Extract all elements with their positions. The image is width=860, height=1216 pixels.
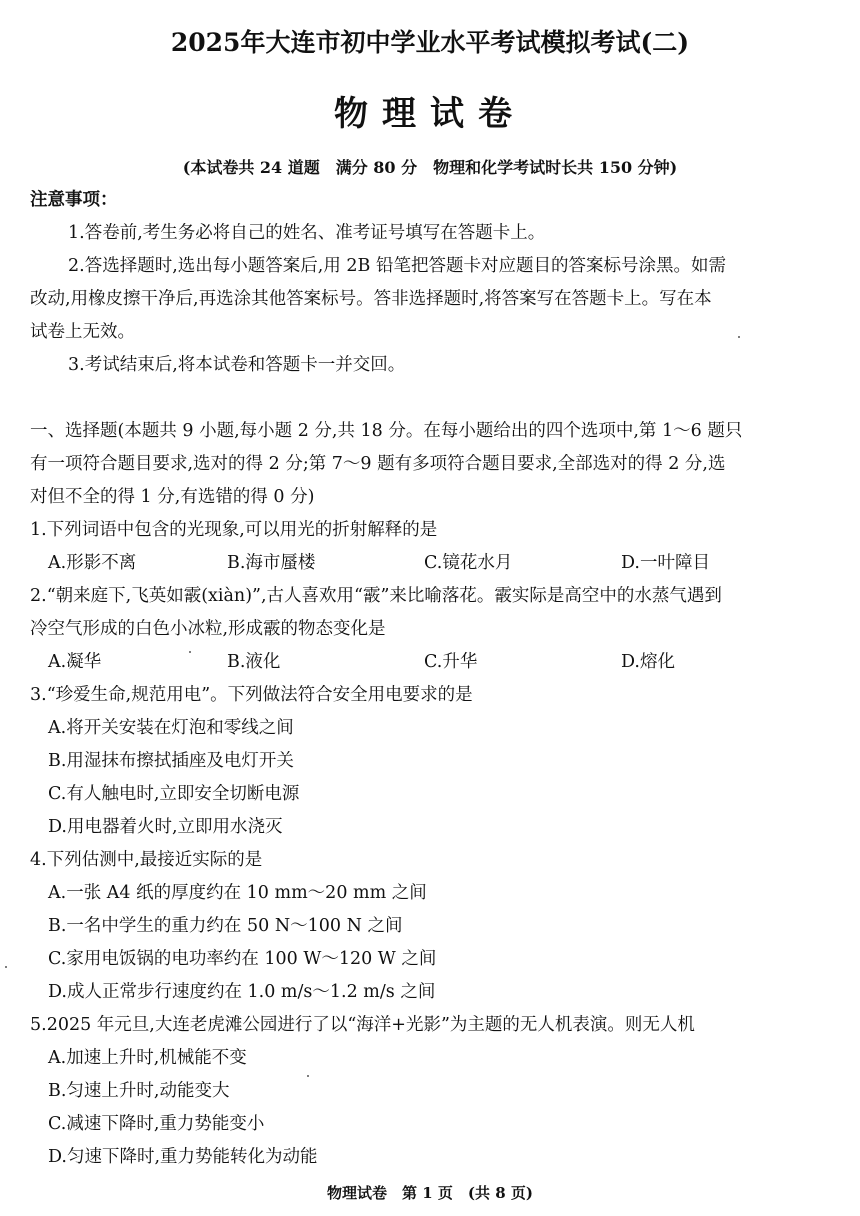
question-2-option-d: D.熔化: [621, 652, 675, 672]
question-1-stem: 1.下列词语中包含的光现象,可以用光的折射解释的是: [30, 520, 438, 540]
question-3-option-c: C.有人触电时,立即安全切断电源: [48, 784, 300, 804]
question-5-option-c: C.减速下降时,重力势能变小: [48, 1114, 265, 1134]
question-4-option-d: D.成人正常步行速度约在 1.0 m/s～1.2 m/s 之间: [48, 982, 436, 1002]
question-2-option-c: C.升华: [424, 652, 478, 672]
question-2-stem-line-2: 冷空气形成的白色小冰粒,形成霰的物态变化是: [30, 619, 386, 639]
question-3-stem: 3.“珍爱生命,规范用电”。下列做法符合安全用电要求的是: [30, 685, 473, 705]
scan-speck: [738, 336, 740, 338]
question-1-option-c: C.镜花水月: [424, 553, 513, 573]
question-3-option-d: D.用电器着火时,立即用水浇灭: [48, 817, 283, 837]
question-2-option-a: A.凝华: [48, 652, 102, 672]
notice-item-3: 3.考试结束后,将本试卷和答题卡一并交回。: [68, 355, 406, 375]
question-4-option-c: C.家用电饭锅的电功率约在 100 W～120 W 之间: [48, 949, 437, 969]
exam-title: 2025年大连市初中学业水平考试模拟考试(二): [170, 28, 690, 57]
notice-item-1: 1.答卷前,考生务必将自己的姓名、准考证号填写在答题卡上。: [68, 223, 546, 243]
question-5-option-b: B.匀速上升时,动能变大: [48, 1081, 230, 1101]
page-footer: 物理试卷 第 1 页 (共 8 页): [327, 1184, 533, 1202]
question-1-option-d: D.一叶障目: [621, 553, 710, 573]
question-5-option-d: D.匀速下降时,重力势能转化为动能: [48, 1147, 318, 1167]
question-2-option-b: B.液化: [227, 652, 281, 672]
notice-heading: 注意事项：: [30, 190, 118, 210]
section-1-heading-line-1: 一、选择题(本题共 9 小题,每小题 2 分,共 18 分。在每小题给出的四个选项中,第 1～6 题只: [30, 421, 743, 441]
notice-item-2-line-2: 改动,用橡皮擦干净后,再选涂其他答案标号。答非选择题时,将答案写在答题卡上。写在本: [30, 289, 712, 309]
question-3-option-a: A.将开关安装在灯泡和零线之间: [48, 718, 294, 738]
scan-speck: [189, 651, 191, 653]
question-3-option-b: B.用湿抹布擦拭插座及电灯开关: [48, 751, 294, 771]
notice-item-2-line-3: 试卷上无效。: [30, 322, 135, 342]
exam-info: (本试卷共 24 道题 满分 80 分 物理和化学考试时长共 150 分钟): [182, 158, 678, 177]
question-4-option-b: B.一名中学生的重力约在 50 N～100 N 之间: [48, 916, 403, 936]
section-1-heading-line-2: 有一项符合题目要求,选对的得 2 分;第 7～9 题有多项符合题目要求,全部选对的得 2 分,选: [30, 454, 726, 474]
question-5-option-a: A.加速上升时,机械能不变: [48, 1048, 247, 1068]
question-1-option-b: B.海市蜃楼: [227, 553, 316, 573]
question-5-stem: 5.2025 年元旦,大连老虎滩公园进行了以“海洋+光影”为主题的无人机表演。则无人机: [30, 1015, 695, 1035]
question-4-stem: 4.下列估测中,最接近实际的是: [30, 850, 263, 870]
question-1-option-a: A.形影不离: [48, 553, 137, 573]
question-2-stem-line-1: 2.“朝来庭下,飞英如霰(xiàn)”,古人喜欢用“霰”来比喻落花。霰实际是高空中的水蒸气遇到: [30, 586, 722, 606]
scan-speck: [307, 1075, 309, 1077]
notice-item-2-line-1: 2.答选择题时,选出每小题答案后,用 2B 铅笔把答题卡对应题目的答案标号涂黑。如需: [68, 256, 726, 276]
question-4-option-a: A.一张 A4 纸的厚度约在 10 mm～20 mm 之间: [48, 883, 427, 903]
scan-speck: [5, 966, 7, 968]
section-1-heading-line-3: 对但不全的得 1 分,有选错的得 0 分): [30, 487, 315, 507]
exam-subject-title: 物理试卷: [334, 94, 526, 134]
